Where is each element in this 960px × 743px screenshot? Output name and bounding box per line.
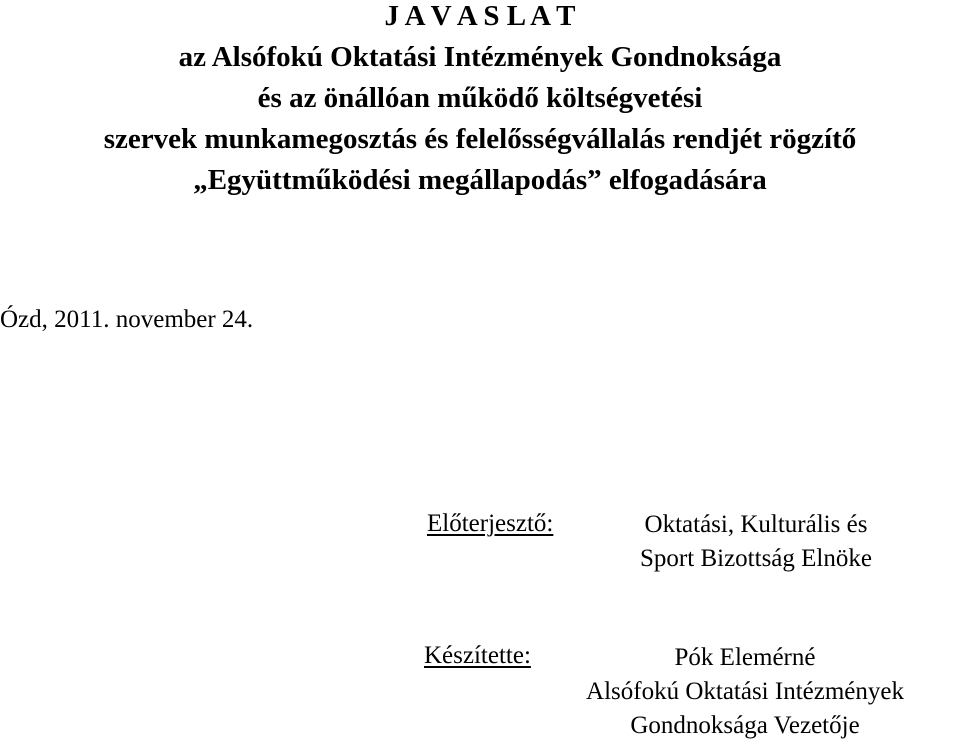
author-value-line-1: Pók Elemérné <box>674 644 816 671</box>
place-date: Ózd, 2011. november 24. <box>0 306 254 333</box>
author-value <box>555 641 935 743</box>
author-label: Készítette: <box>424 642 531 669</box>
author-value-line-2: Alsófokú Oktatási Intézmények <box>586 678 904 705</box>
title-line-1: az Alsófokú Oktatási Intézmények Gondnoksága <box>178 41 782 73</box>
proposer-value-line-1: Oktatási, Kulturális és <box>644 511 868 538</box>
document-heading: J A V A S L A T <box>384 0 576 32</box>
proposer-value <box>616 508 896 576</box>
proposer-label: Előterjesztő: <box>427 510 554 537</box>
title-line-4: „Együttműködési megállapodás” elfogadására <box>193 164 767 196</box>
proposer-value-line-2: Sport Bizottság Elnöke <box>640 545 872 572</box>
author-value-line-3: Gondnoksága Vezetője <box>630 712 860 739</box>
title-line-2: és az önállóan működő költségvetési <box>257 82 703 114</box>
title-block <box>0 0 960 201</box>
title-line-3: szervek munkamegosztás és felelősségvállalás rendjét rögzítő <box>103 123 857 155</box>
